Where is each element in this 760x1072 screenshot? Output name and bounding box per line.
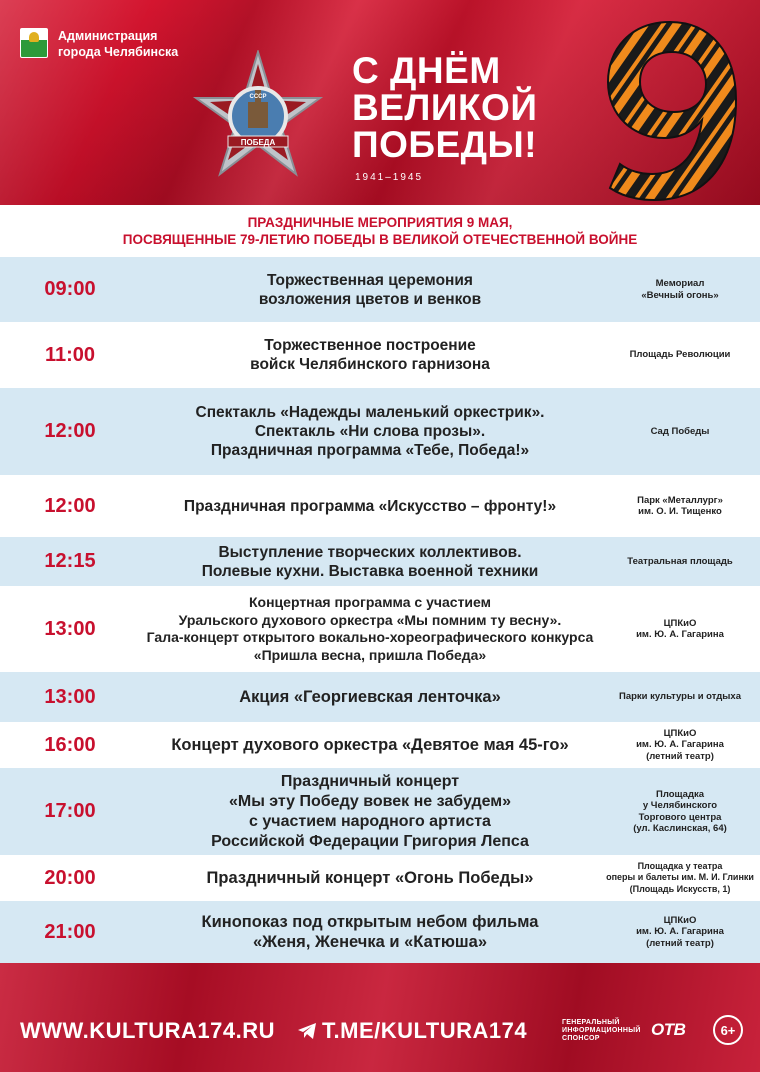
event-location xyxy=(600,728,760,763)
greeting-heading xyxy=(352,52,537,163)
event-description xyxy=(140,497,600,516)
sponsor-line-2: ИНФОРМАЦИОННЫЙ xyxy=(562,1027,641,1034)
event-time: 21:00 xyxy=(44,920,96,943)
event-location xyxy=(600,915,760,950)
schedule-row xyxy=(0,722,760,768)
schedule-row xyxy=(0,586,760,672)
war-years: 1941–1945 xyxy=(355,172,424,183)
event-time: 20:00 xyxy=(44,866,96,889)
location-line: (летний театр) xyxy=(646,937,714,949)
schedule-row xyxy=(0,322,760,388)
location-line: у Челябинского xyxy=(642,800,718,811)
telegram-link[interactable]: T.ME/KULTURA174 xyxy=(322,1018,528,1043)
sponsor-caption xyxy=(562,1019,641,1043)
event-location xyxy=(600,618,760,641)
location-line: (летний театр) xyxy=(646,750,714,762)
event-location xyxy=(600,861,760,896)
admin-line-2: города Челябинска xyxy=(58,45,179,59)
event-line: Спектакль «Надежды маленький оркестрик». xyxy=(195,404,545,421)
schedule-row xyxy=(0,855,760,901)
event-time: 17:00 xyxy=(44,800,96,822)
greeting-line-1: С ДНЁМ xyxy=(352,50,501,91)
event-line: «Мы эту Победу вовек не забудем» xyxy=(228,792,512,810)
event-time: 12:00 xyxy=(44,420,96,442)
location-line: (ул. Каслинская, 64) xyxy=(633,823,727,834)
administration-name xyxy=(58,28,178,60)
schedule-row xyxy=(0,672,760,722)
event-time: 12:00 xyxy=(44,494,96,517)
admin-line-1: Администрация xyxy=(58,29,158,43)
event-line: Концерт духового оркестра «Девятое мая 45-го» xyxy=(171,735,569,754)
schedule-row xyxy=(0,901,760,963)
greeting-line-2: ВЕЛИКОЙ xyxy=(352,87,538,128)
telegram-icon xyxy=(297,1022,317,1040)
event-line: с участием народного артиста xyxy=(249,812,491,830)
location-line: Сад Победы xyxy=(650,425,710,437)
schedule-row xyxy=(0,475,760,537)
location-line: им. Ю. А. Гагарина xyxy=(636,739,724,751)
schedule-row xyxy=(0,257,760,322)
greeting-line-3: ПОБЕДЫ! xyxy=(352,124,538,165)
order-banner-text: ПОБЕДА xyxy=(240,138,276,147)
event-line: Спектакль «Ни слова прозы». xyxy=(254,423,486,440)
title-line-2: ПОСВЯЩЕННЫЕ 79-ЛЕТИЮ ПОБЕДЫ В ВЕЛИКОЙ ОТЕЧЕСТВЕННОЙ ВОЙНЕ xyxy=(122,232,638,247)
event-line: Российской Федерации Григория Лепса xyxy=(211,832,529,850)
event-time: 11:00 xyxy=(44,343,96,366)
event-location xyxy=(600,426,760,438)
event-description xyxy=(140,688,600,707)
sponsor-line-3: СПОНСОР xyxy=(562,1035,600,1042)
event-description xyxy=(140,271,600,309)
event-description xyxy=(140,736,600,755)
event-line: Праздничная программа «Тебе, Победа!» xyxy=(210,442,530,459)
schedule-row xyxy=(0,537,760,586)
location-line: им. О. И. Тищенко xyxy=(638,506,722,517)
event-schedule xyxy=(0,257,760,963)
event-description xyxy=(140,336,600,374)
event-line: «Пришла весна, пришла Победа» xyxy=(253,646,487,663)
event-time: 13:00 xyxy=(44,617,96,640)
event-location xyxy=(600,691,760,703)
schedule-row xyxy=(0,768,760,855)
location-line: Торгового центра xyxy=(638,811,722,823)
location-line: Площадь Революции xyxy=(629,349,731,361)
event-location xyxy=(600,349,760,361)
event-time: 12:15 xyxy=(44,550,96,572)
location-line: ЦПКиО xyxy=(663,914,697,926)
location-line: Площадка у театра xyxy=(637,860,723,871)
location-line: ЦПКиО xyxy=(663,617,697,629)
location-line: Парк «Металлург» xyxy=(637,494,723,506)
event-line: Торжественное построение xyxy=(264,337,476,354)
event-location xyxy=(600,495,760,518)
event-line: Праздничный концерт xyxy=(280,772,460,790)
event-line: Кинопоказ под открытым небом фильма xyxy=(201,913,539,931)
sponsor-line-1: ГЕНЕРАЛЬНЫЙ xyxy=(562,1019,620,1026)
city-emblem-icon xyxy=(20,28,48,58)
event-time: 16:00 xyxy=(44,733,96,756)
location-line: Площадка xyxy=(655,788,705,800)
location-line: ЦПКиО xyxy=(663,727,697,739)
event-line: Акция «Георгиевская ленточка» xyxy=(239,687,501,706)
st-george-ribbon-nine-icon xyxy=(590,12,750,202)
event-line: Полевые кухни. Выставка военной техники xyxy=(201,562,539,580)
event-description xyxy=(140,869,600,888)
location-line: Мемориал xyxy=(655,278,705,289)
event-description xyxy=(140,772,600,852)
event-line: войск Челябинского гарнизона xyxy=(250,356,490,373)
event-time: 13:00 xyxy=(44,685,96,708)
location-line: Парки культуры и отдыха xyxy=(619,691,741,703)
order-top-text: СССР xyxy=(249,94,267,100)
event-description xyxy=(140,912,600,952)
title-line-1: ПРАЗДНИЧНЫЕ МЕРОПРИЯТИЯ 9 МАЯ, xyxy=(247,215,513,230)
website-link[interactable]: WWW.KULTURA174.RU xyxy=(20,1018,275,1043)
administration-block xyxy=(20,28,178,60)
event-line: Гала-концерт открытого вокально-хореографического конкурса xyxy=(146,629,594,645)
event-location xyxy=(600,556,760,568)
otv-logo: ОТВ xyxy=(651,1020,686,1039)
age-rating-badge: 6+ xyxy=(713,1015,743,1045)
location-line: «Вечный огонь» xyxy=(641,289,719,301)
location-line: им. Ю. А. Гагарина xyxy=(636,629,724,640)
location-line: (Площадь Искусств, 1) xyxy=(629,883,731,894)
schedule-row xyxy=(0,388,760,475)
event-location xyxy=(600,278,760,301)
page-title xyxy=(0,214,760,248)
event-line: Праздничный концерт «Огонь Победы» xyxy=(206,868,534,887)
location-line: оперы и балеты им. М. И. Глинки xyxy=(606,872,754,883)
event-line: возложения цветов и венков xyxy=(258,290,482,308)
order-of-victory-icon xyxy=(188,50,328,190)
event-description xyxy=(140,543,600,581)
event-line: Торжественная церемония xyxy=(267,271,473,289)
event-description xyxy=(140,594,600,664)
header-banner xyxy=(0,0,760,205)
event-line: Выступление творческих коллективов. xyxy=(218,543,522,561)
event-location xyxy=(600,789,760,835)
event-line: «Женя, Женечка и «Катюша» xyxy=(252,933,488,951)
location-line: Театральная площадь xyxy=(627,555,733,567)
event-line: Уральского духового оркестра «Мы помним ту весну». xyxy=(178,611,562,628)
event-line: Концертная программа с участием xyxy=(249,594,491,610)
location-line: им. Ю. А. Гагарина xyxy=(636,926,724,938)
event-line: Праздничная программа «Искусство – фронту!» xyxy=(183,497,557,515)
event-description xyxy=(140,403,600,460)
event-time: 09:00 xyxy=(44,278,96,300)
